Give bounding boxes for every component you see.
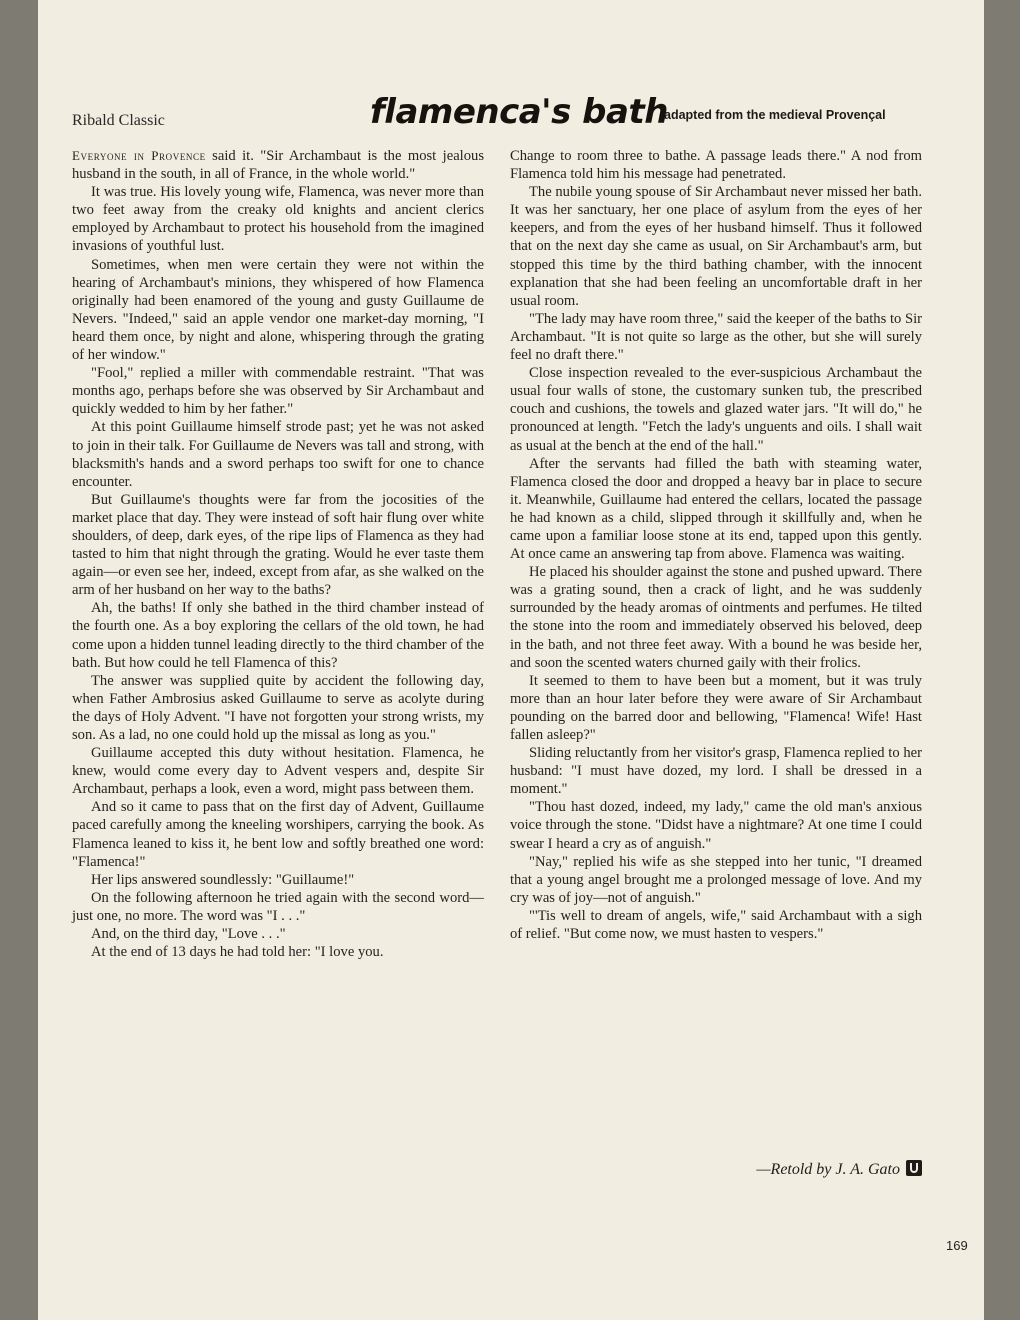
magazine-page bbox=[38, 0, 984, 1320]
paragraph: "Fool," replied a miller with commendable restraint. "That was months ago, perhaps before she was observed by Sir Archambaut and quickly wedded to him by her father." bbox=[72, 365, 484, 418]
paragraph: But Guillaume's thoughts were far from the jocosities of the market place that day. They were instead of soft hair flung over white shoulders, of deep, dark eyes, of the ripe lips of Flamenca as they had tasted to him that night through the grating. Would he ever taste them again—or even see her, indeed, except from afar, as she walked on the arm of her husband on her way to the baths? bbox=[72, 491, 484, 599]
paragraph: Close inspection revealed to the ever-suspicious Archambaut the usual four walls of stone, the customary sunken tub, the prescribed couch and cushions, the towels and glazed water jars. "It will do," he pronounced at length. "Fetch the lady's unguents and oils. I shall wait as usual at the bench at the end of the hall." bbox=[510, 365, 922, 454]
paragraph: "Thou hast dozed, indeed, my lady," came the old man's anxious voice through the stone. "Didst have a nightmare? At one time I could swear I heard a cry as of anguish." bbox=[510, 799, 922, 852]
article-title: flamenca's bath bbox=[370, 92, 668, 132]
paragraph: At this point Guillaume himself strode past; yet he was not asked to join in their talk. For Guillaume de Nevers was tall and strong, with blacksmith's hands and a sword perhaps too swift for one to chance encounter. bbox=[72, 419, 484, 490]
paragraph: Ah, the baths! If only she bathed in the third chamber instead of the fourth one. As a boy exploring the cellars of the old town, he had come upon a hidden tunnel leading directly to the third chamber of the bath. But how could he tell Flamenca of this? bbox=[72, 600, 484, 671]
paragraph-text: said it. "Sir Archambaut is the most jealous husband in the south, in all of France, in the whole world." bbox=[72, 148, 485, 183]
paragraph: The nubile young spouse of Sir Archambaut never missed her bath. It was her sanctuary, her one place of asylum from the eyes of her keepers, and from the eyes of her husband himself. Thus it followed that on the next day she came as usual, on Sir Archambaut's arm, but stopped this time by the third bathing chamber, with the innocent explanation that she had been feeling an uncomfortable draft in her usual room. bbox=[510, 184, 922, 309]
paragraph: Her lips answered soundlessly: "Guillaume!" bbox=[91, 871, 355, 888]
paragraph: He placed his shoulder against the stone and pushed upward. There was a grating sound, then a crack of light, and he was suddenly surrounded by the heady aromas of ointments and perfumes. He tilted the stone into the room and immediately observed his beloved, deep in the bath, and not three feet away. With a bound he was beside her, and soon the scented waters churned gaily with their frolics. bbox=[510, 564, 922, 671]
paragraph: Change to room three to bathe. A passage leads there." A nod from Flamenca told him his message had penetrated. bbox=[510, 148, 922, 183]
signature-text: —Retold by J. A. Gato bbox=[756, 1161, 900, 1178]
series-label: Ribald Classic bbox=[72, 112, 165, 129]
paragraph: It seemed to them to have been but a moment, but it was truly more than an hour later before they were aware of Sir Archambaut pounding on the barred door and bellowing, "Flamenca! Wife! Hast fallen asleep?" bbox=[510, 672, 922, 743]
right-column bbox=[510, 147, 922, 943]
paragraph: Guillaume accepted this duty without hesitation. Flamenca, he knew, would come every day to Advent vespers and, despite Sir Archambaut, perhaps a look, even a word, might pass between them. bbox=[72, 745, 484, 798]
paragraph bbox=[72, 147, 484, 183]
lead-in: Everyone in Provence bbox=[72, 148, 206, 163]
rabbit-head-icon bbox=[906, 1160, 922, 1176]
left-column bbox=[72, 147, 484, 961]
paragraph: After the servants had filled the bath with steaming water, Flamenca closed the door and dropped a heavy bar in place to secure it. Meanwhile, Guillaume had entered the cellars, located the passage he had known as a child, slipped through it skillfully and, when he came upon a familiar loose stone at its end, tapped upon this gently. At once came an answering tap from above. Flamenca was waiting. bbox=[510, 455, 922, 563]
paragraph: The answer was supplied quite by accident the following day, when Father Ambrosius asked Guillaume to serve as acolyte during the days of Holy Advent. "I have not forgotten your strong wrists, my son. As a lad, no one could hold up the missal as long as you." bbox=[72, 672, 484, 743]
paragraph: "The lady may have room three," said the keeper of the baths to Sir Archambaut. "It is not quite so large as the other, but she will surely feel no draft there." bbox=[510, 310, 922, 364]
paragraph: On the following afternoon he tried again with the second word—just one, no more. The word was "I . . ." bbox=[72, 889, 484, 924]
author-signature bbox=[692, 1160, 922, 1179]
paragraph: Sometimes, when men were certain they were not within the hearing of Archambaut's minions, they whispered of how Flamenca originally had been enamored of the young and gusty Guillaume de Nevers. "Indeed," said an apple vendor one market-day morning, "I heard them once, by night and alone, whispering through the grating of her window." bbox=[72, 256, 484, 364]
page-number: 169 bbox=[946, 1238, 968, 1253]
paragraph: It was true. His lovely young wife, Flamenca, was never more than two feet away from the creaky old knights and ancient clerics employed by Archambaut to protect his household from the imagined invasions of youthful lust. bbox=[72, 184, 484, 255]
article-header bbox=[72, 94, 950, 134]
paragraph: Sliding reluctantly from her visitor's grasp, Flamenca replied to her husband: "I must have dozed, my lord. I shall be dressed in a moment." bbox=[510, 745, 922, 798]
paragraph: And, on the third day, "Love . . ." bbox=[91, 926, 286, 943]
paragraph: "'Tis well to dream of angels, wife," said Archambaut with a sigh of relief. "But come now, we must hasten to vespers." bbox=[510, 907, 922, 943]
paragraph: "Nay," replied his wife as she stepped into her tunic, "I dreamed that a young angel brought me a prolonged message of love. And my cry was of joy—not of anguish." bbox=[510, 853, 922, 906]
paragraph: At the end of 13 days he had told her: "I love you. bbox=[91, 944, 384, 961]
article-subtitle: adapted from the medieval Provençal bbox=[664, 108, 886, 122]
paragraph: And so it came to pass that on the first day of Advent, Guillaume paced carefully among the kneeling worshipers, carrying the book. As Flamenca leaned to kiss it, he bent low and softly breathed one word: "Flamenca!" bbox=[72, 799, 484, 870]
